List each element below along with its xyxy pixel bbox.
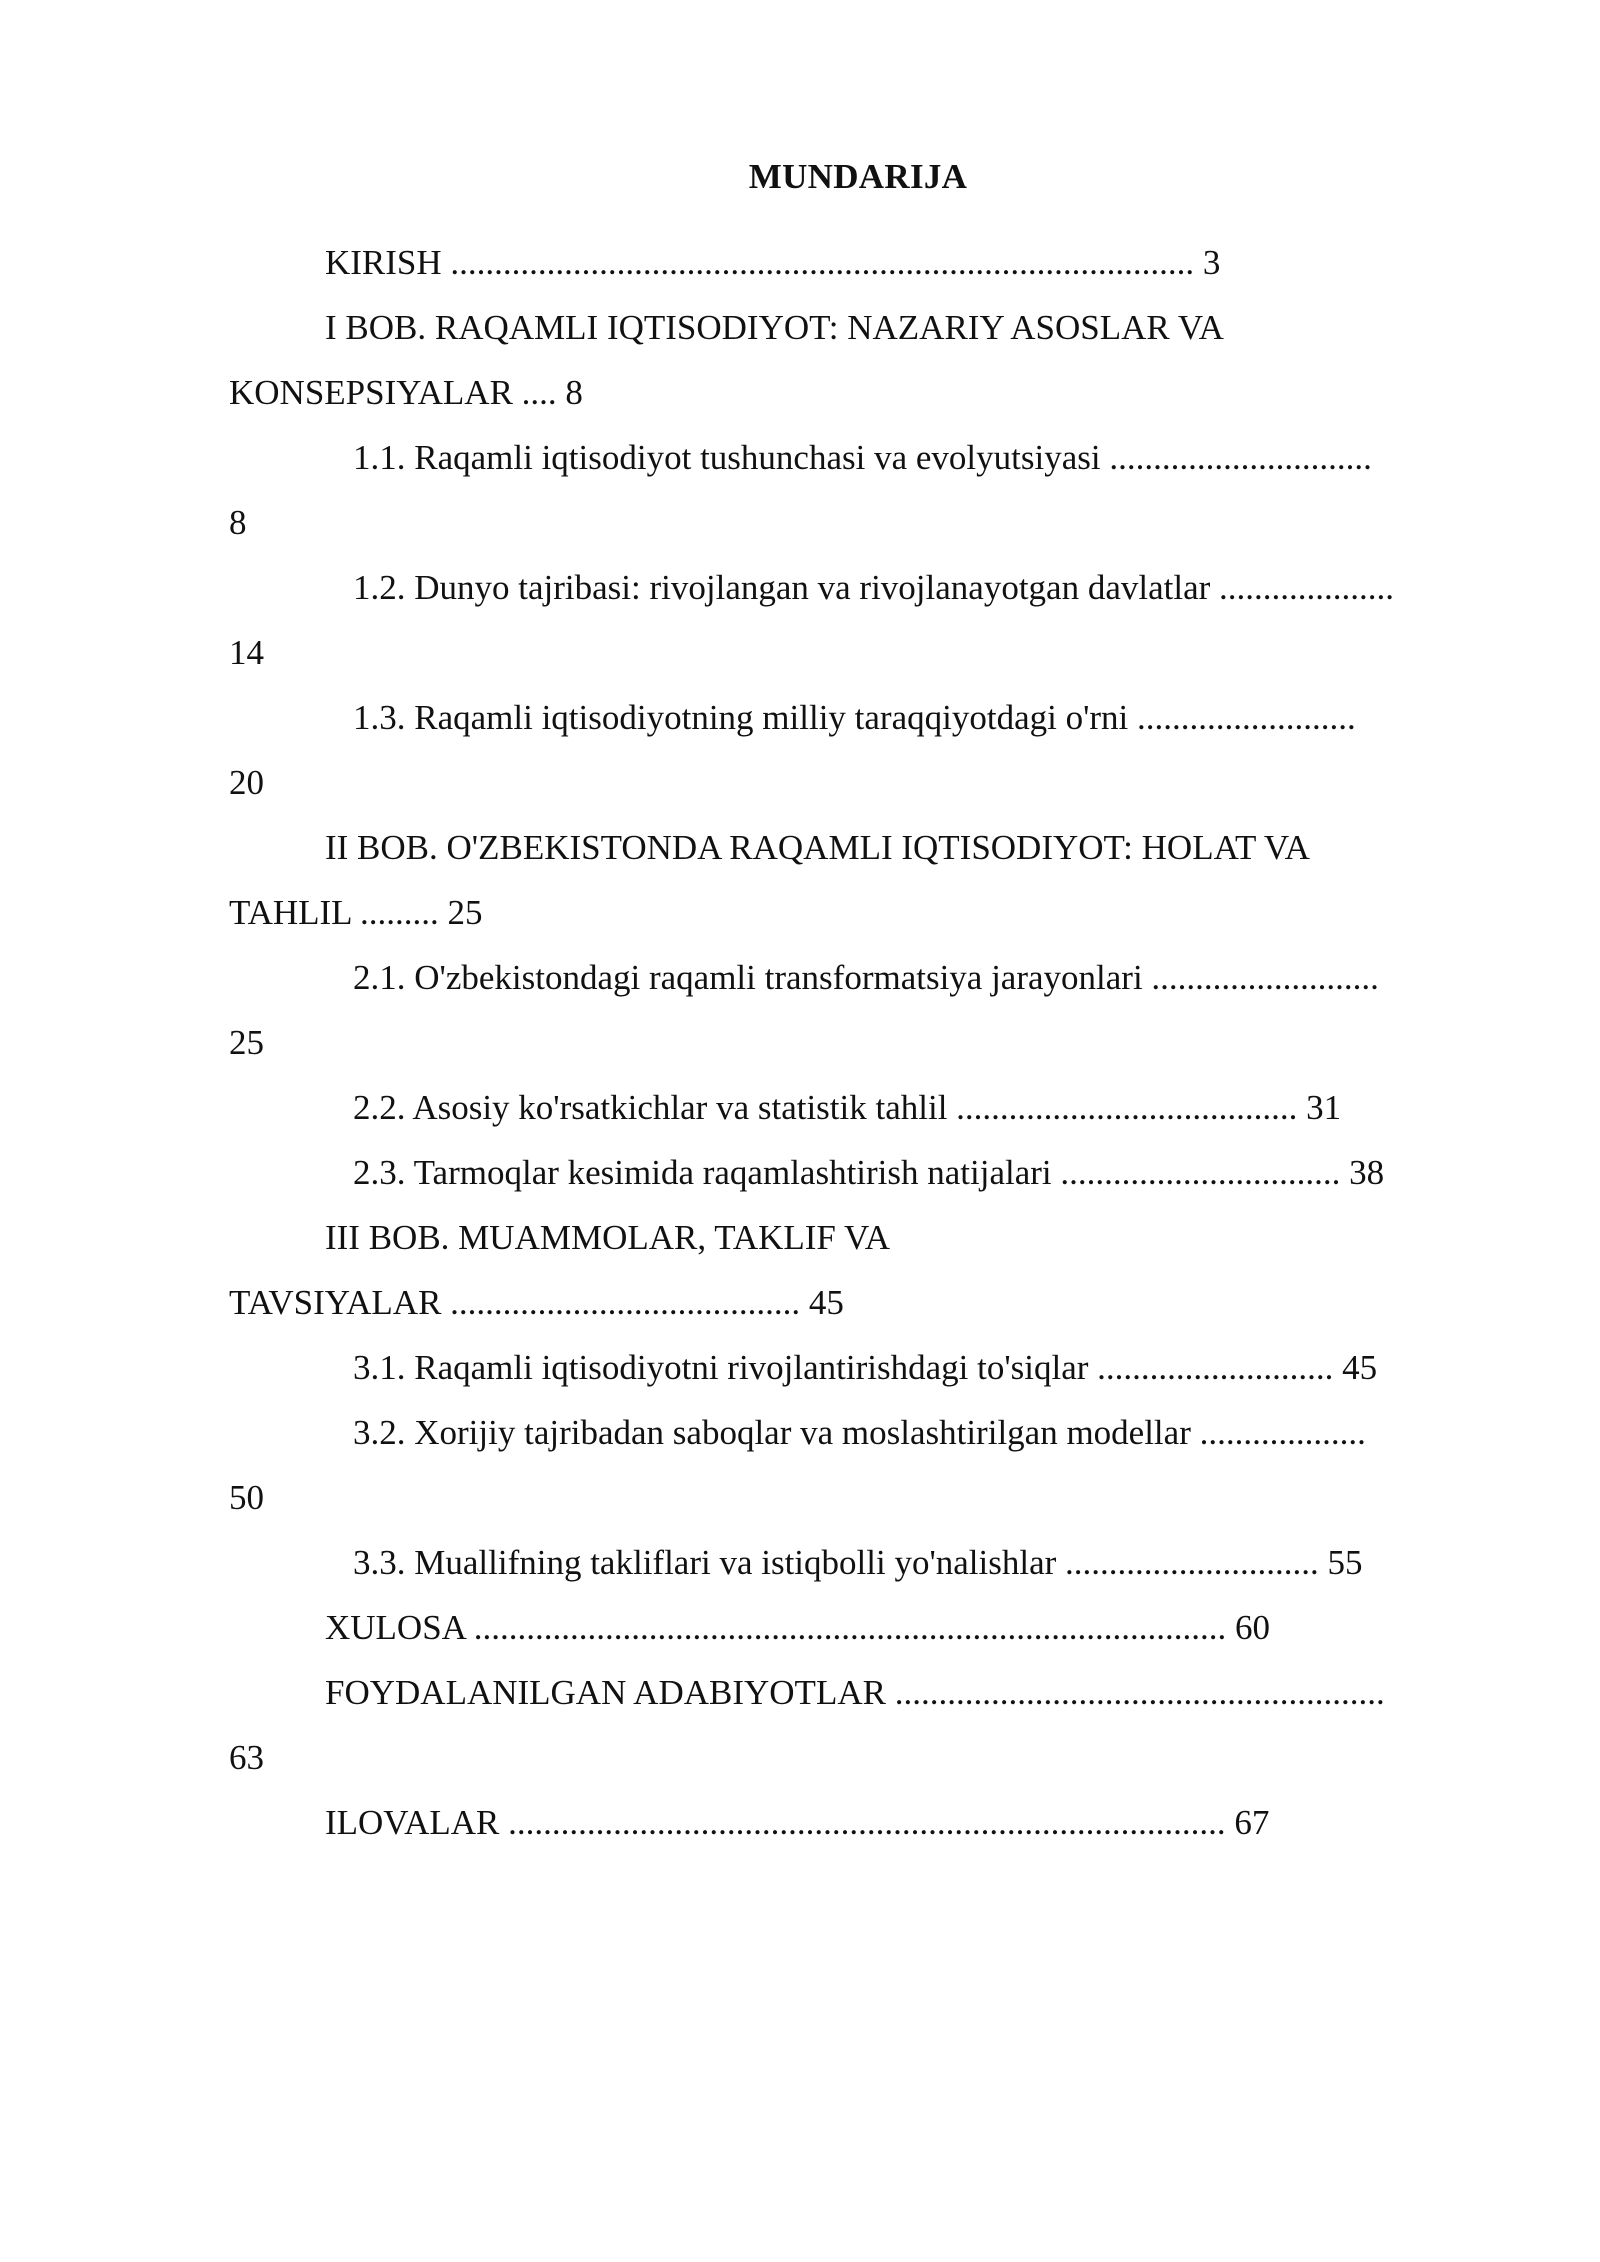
toc-line: 2.1. O'zbekistondagi raqamli transformatsiya jarayonlari .......................... [353, 958, 1379, 997]
toc-line: I BOB. RAQAMLI IQTISODIYOT: NAZARIY ASOSLAR VA [325, 308, 1224, 347]
table-of-contents [229, 230, 1489, 1855]
toc-line: 3.1. Raqamli iqtisodiyotni rivojlantirishdagi to'siqlar ........................... 45 [353, 1348, 1378, 1387]
toc-line: 1.2. Dunyo tajribasi: rivojlangan va rivojlanayotgan davlatlar .................... [353, 568, 1395, 607]
toc-line: II BOB. O'ZBEKISTONDA RAQAMLI IQTISODIYOT: HOLAT VA [325, 828, 1310, 867]
toc-line: 20 [229, 763, 264, 802]
toc-line: 2.3. Tarmoqlar kesimida raqamlashtirish natijalari ................................ 38 [353, 1153, 1385, 1192]
toc-line: TAVSIYALAR ........................................ 45 [229, 1283, 844, 1322]
toc-line: 8 [229, 503, 247, 542]
page-title: MUNDARIJA [748, 157, 968, 196]
toc-line: FOYDALANILGAN ADABIYOTLAR ........................................................ [325, 1673, 1385, 1712]
toc-line: 14 [229, 633, 264, 672]
toc-line: 25 [229, 1023, 264, 1062]
toc-line: XULOSA ...................................................................................... 60 [325, 1608, 1271, 1647]
toc-line: 1.1. Raqamli iqtisodiyot tushunchasi va evolyutsiyasi .............................. [353, 438, 1372, 477]
toc-line: ILOVALAR .................................................................................. 67 [325, 1803, 1270, 1842]
toc-line: 2.2. Asosiy ko'rsatkichlar va statistik tahlil ....................................... 31 [353, 1088, 1342, 1127]
toc-line: 3.3. Muallifning takliflari va istiqbolli yo'nalishlar ............................. 55 [353, 1543, 1363, 1582]
toc-line: TAHLIL ......... 25 [229, 893, 483, 932]
toc-line: 1.3. Raqamli iqtisodiyotning milliy taraqqiyotdagi o'rni ......................... [353, 698, 1356, 737]
toc-line: 3.2. Xorijiy tajribadan saboqlar va moslashtirilgan modellar ................... [353, 1413, 1366, 1452]
toc-line: KIRISH ..................................................................................... 3 [325, 243, 1221, 282]
toc-line: III BOB. MUAMMOLAR, TAKLIF VA [325, 1218, 891, 1257]
toc-line: KONSEPSIYALAR .... 8 [229, 373, 583, 412]
toc-line: 63 [229, 1738, 264, 1777]
toc-line: 50 [229, 1478, 264, 1517]
